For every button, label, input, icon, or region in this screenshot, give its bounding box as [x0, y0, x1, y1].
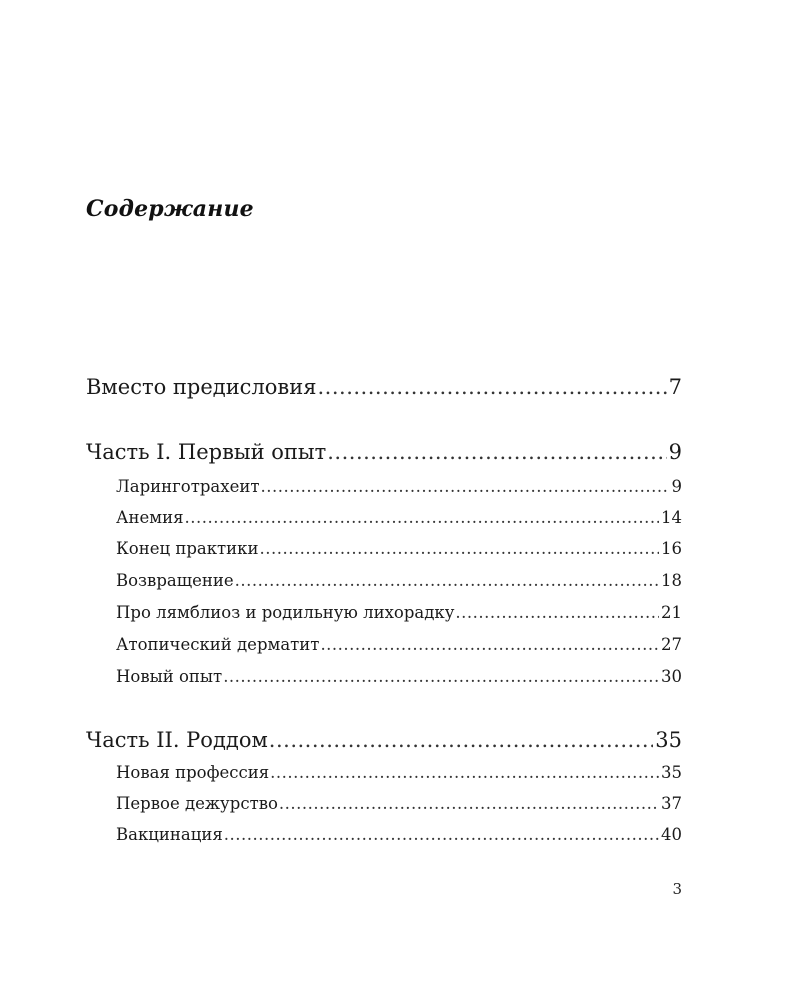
- toc-entry-chapter: [116, 791, 682, 817]
- toc-entry-title: Про лямблиоз и родильную лихорадку: [116, 603, 455, 622]
- toc-entry-page: 9: [671, 477, 682, 496]
- toc-entry-page: 18: [661, 571, 682, 590]
- toc-entry-page: 21: [661, 603, 682, 622]
- toc-entry-page: 14: [661, 508, 682, 527]
- toc-entry-part-2: [86, 725, 682, 755]
- toc-entry-chapter: [116, 536, 682, 562]
- toc-entry-title: Часть I. Первый опыт: [86, 440, 327, 464]
- toc-entry-chapter: [116, 505, 682, 531]
- toc-leader-dots: [259, 536, 659, 562]
- toc-entry-page: 37: [661, 794, 682, 813]
- toc-leader-dots: [269, 725, 653, 755]
- toc-entry-title: Новый опыт: [116, 667, 223, 686]
- toc-entry-page: 35: [655, 728, 682, 752]
- toc-leader-dots: [270, 760, 659, 786]
- toc-entry-chapter: [116, 600, 682, 626]
- toc-entry-chapter: [116, 760, 682, 786]
- toc-entry-chapter: [116, 822, 682, 848]
- toc-entry-part-1: [86, 437, 682, 467]
- toc-entry-title: Атопический дерматит: [116, 635, 320, 654]
- toc-entry-page: 35: [661, 763, 682, 782]
- toc-entry-title: Новая профессия: [116, 763, 270, 782]
- toc-leader-dots: [260, 474, 669, 500]
- toc-leader-dots: [320, 632, 659, 658]
- toc-leader-dots: [223, 664, 659, 690]
- toc-entry-chapter: [116, 664, 682, 690]
- toc-leader-dots: [455, 600, 659, 626]
- page-title: Содержание: [86, 196, 254, 222]
- toc-entry-page: 7: [668, 375, 682, 399]
- toc-leader-dots: [327, 437, 666, 467]
- toc-entry-chapter: [116, 632, 682, 658]
- toc-leader-dots: [279, 791, 659, 817]
- toc-leader-dots: [235, 568, 659, 594]
- toc-entry-chapter: [116, 474, 682, 500]
- toc-entry-title: Анемия: [116, 508, 184, 527]
- toc-entry-title: Конец практики: [116, 539, 259, 558]
- toc-entry-page: 30: [661, 667, 682, 686]
- toc-entry-title: Часть II. Роддом: [86, 728, 268, 752]
- toc-entry-title: Вместо предисловия: [86, 375, 317, 399]
- page-number: 3: [672, 880, 682, 898]
- toc-entry-title: Вакцинация: [116, 825, 223, 844]
- toc-entry-title: Ларинготрахеит: [116, 477, 260, 496]
- toc-entry-chapter: [116, 568, 682, 594]
- toc-entry-title: Первое дежурство: [116, 794, 278, 813]
- toc-leader-dots: [224, 822, 659, 848]
- toc-entry-page: 27: [661, 635, 682, 654]
- toc-leader-dots: [318, 372, 667, 402]
- toc-entry-page: 16: [661, 539, 682, 558]
- toc-leader-dots: [185, 505, 660, 531]
- toc-entry-foreword: [86, 372, 682, 402]
- toc-entry-page: 9: [668, 440, 682, 464]
- toc-entry-page: 40: [661, 825, 682, 844]
- toc-entry-title: Возвращение: [116, 571, 234, 590]
